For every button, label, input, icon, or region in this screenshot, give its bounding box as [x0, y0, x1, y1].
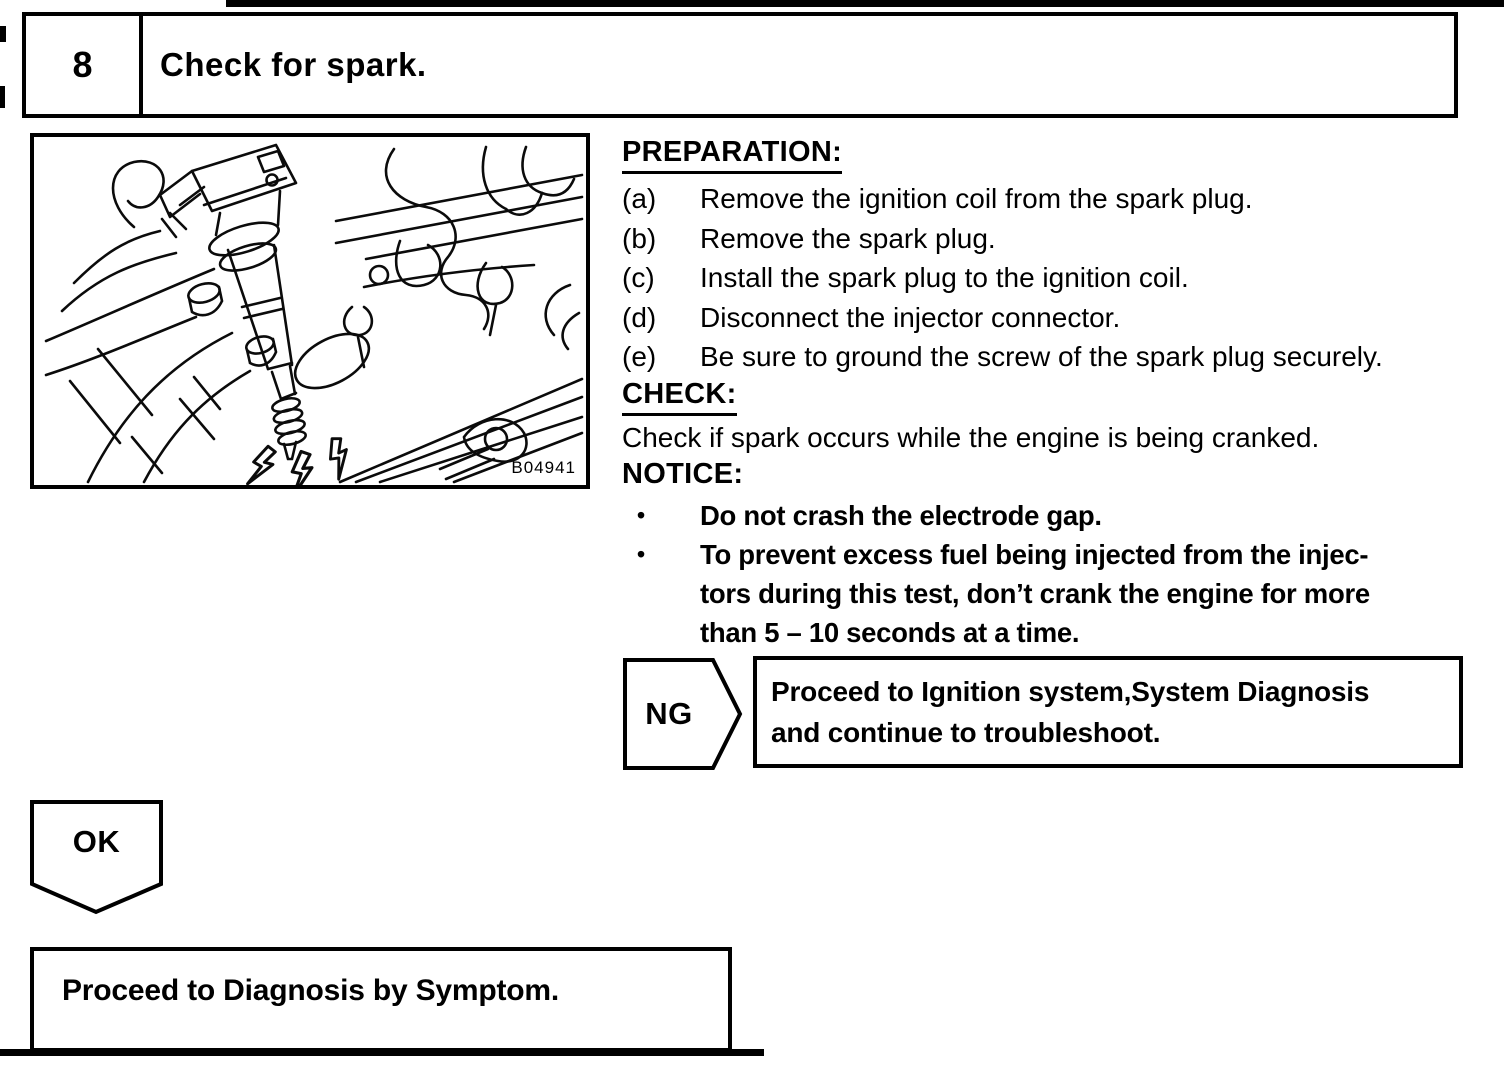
check-text: Check if spark occurs while the engine is being cranked. — [622, 421, 1320, 453]
ok-result-box — [30, 947, 732, 1053]
bullet-icon: • — [637, 501, 645, 528]
notice-item — [622, 535, 1492, 652]
check-heading — [622, 377, 1492, 416]
item-label: (d) — [622, 301, 657, 333]
notice-list — [622, 496, 1492, 652]
notice-item-text: To prevent excess fuel being injected from the injec- tors during this test, don’t crank the engine for more than 5 – 10 seconds at a time. — [700, 538, 1370, 648]
item-label: (e) — [622, 341, 657, 372]
preparation-item — [622, 219, 1492, 259]
step-title: Check for spark. — [160, 46, 427, 83]
notice-item-text: Do not crash the electrode gap. — [700, 499, 1102, 531]
ng-label: NG — [645, 696, 693, 731]
item-text: Disconnect the injector connector. — [700, 301, 1121, 333]
engine-illustration — [34, 137, 586, 485]
notice-item — [622, 496, 1492, 535]
ng-result-text: and continue to troubleshoot. — [771, 717, 1161, 748]
ok-label: OK — [72, 824, 121, 859]
preparation-item — [622, 179, 1492, 219]
item-text: Remove the spark plug. — [700, 222, 996, 254]
preparation-item — [622, 298, 1492, 338]
figure-box — [30, 133, 590, 489]
ok-arrow-shape — [30, 800, 166, 916]
preparation-list — [622, 179, 1492, 377]
scan-edge-mark — [0, 86, 5, 108]
preparation-heading — [622, 135, 1492, 174]
ng-result-text: Proceed to Ignition system,System Diagnosis — [771, 676, 1370, 707]
scan-edge-mark — [0, 26, 6, 42]
engine-background-lines — [46, 147, 582, 482]
item-label: (c) — [622, 262, 655, 293]
ok-result-text: Proceed to Diagnosis by Symptom. — [62, 974, 560, 1007]
preparation-item — [622, 337, 1492, 377]
item-text: Be sure to ground the screw of the spark plug securely. — [700, 341, 1383, 372]
item-text: Remove the ignition coil from the spark plug. — [700, 183, 1253, 214]
notice-heading: NOTICE: — [622, 457, 744, 490]
ignition-coil-drawing — [160, 145, 307, 459]
bullet-icon: • — [637, 540, 645, 567]
item-label: (a) — [622, 183, 657, 214]
preparation-item — [622, 258, 1492, 298]
item-label: (b) — [622, 222, 657, 254]
ng-result-box — [753, 656, 1463, 768]
step-number: 8 — [26, 16, 143, 114]
scan-edge-bar-top — [226, 0, 1504, 7]
preparation-heading-text: PREPARATION: — [622, 135, 842, 174]
check-heading-text: CHECK: — [622, 377, 737, 416]
figure-code-label: B04941 — [511, 458, 576, 477]
ng-arrow-shape — [623, 658, 745, 772]
item-text: Install the spark plug to the ignition coil. — [700, 262, 1189, 293]
instruction-column — [622, 135, 1492, 652]
step-header — [22, 12, 1458, 118]
